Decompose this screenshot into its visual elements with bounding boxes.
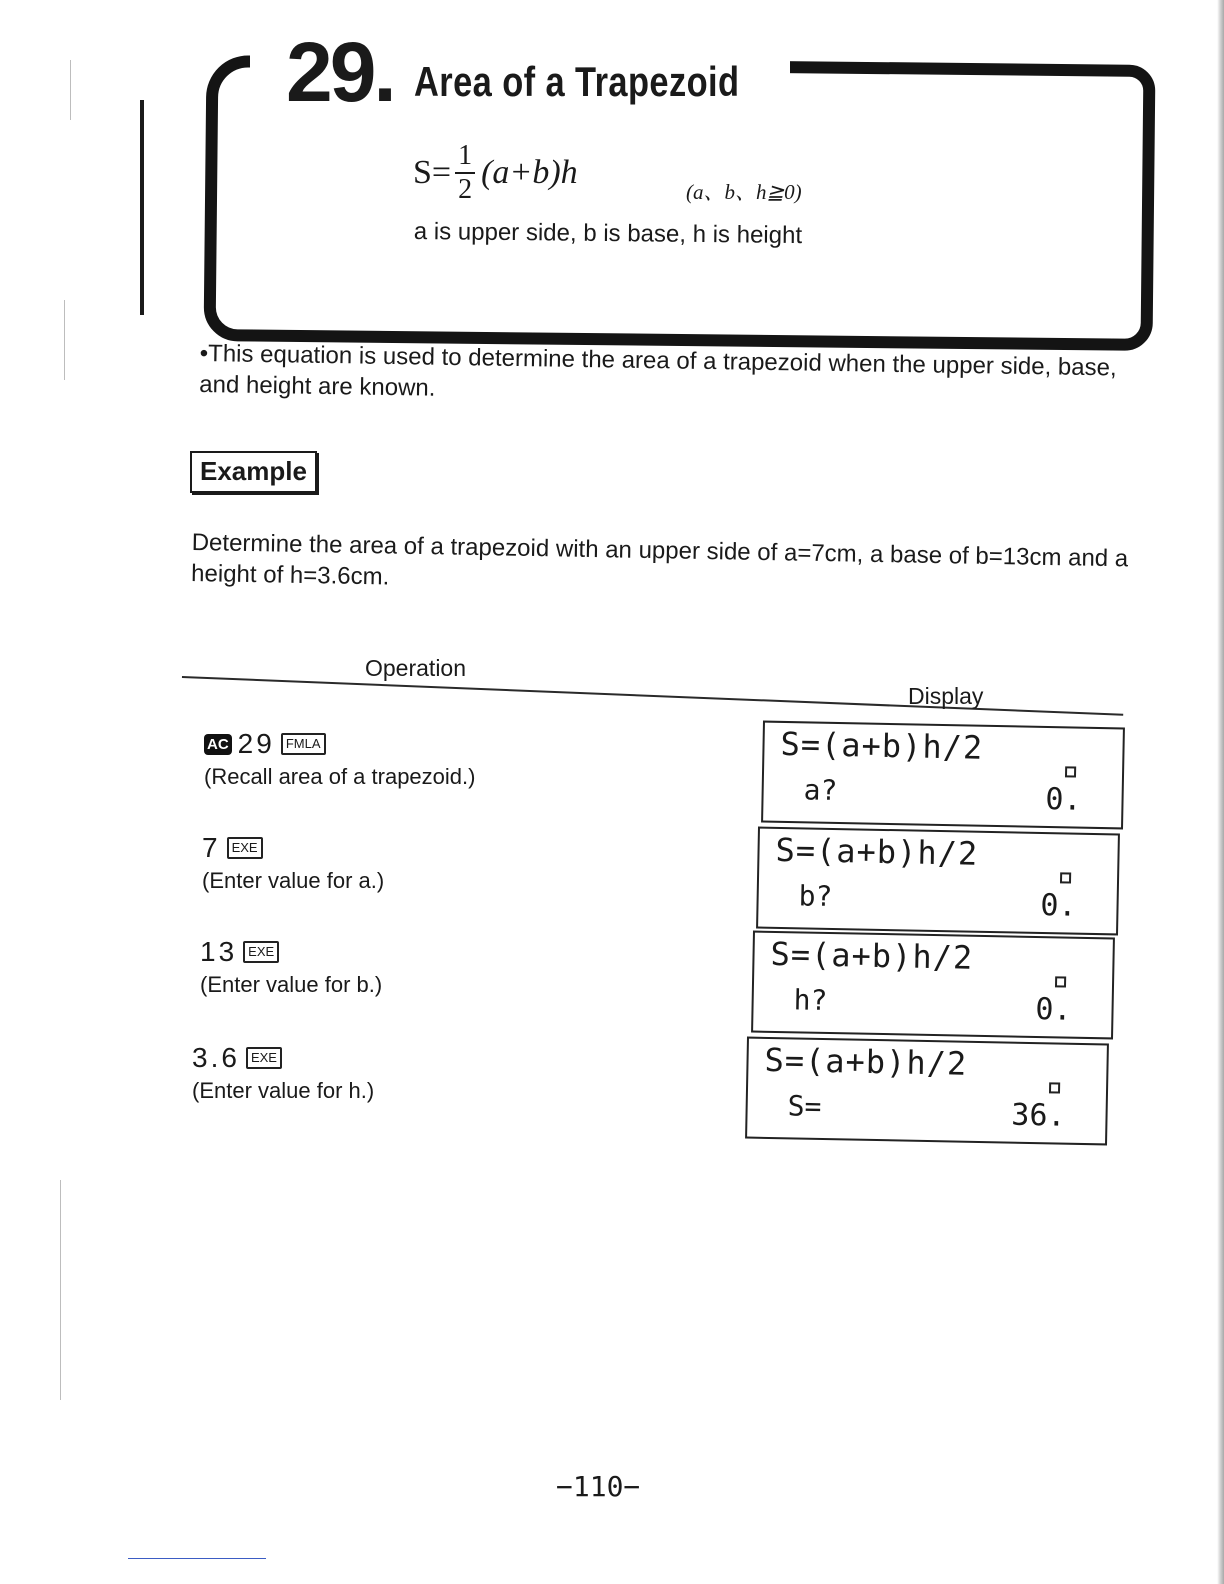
scan-artifact-line	[70, 60, 71, 120]
display-header: Display	[908, 683, 984, 709]
lcd-formula-line: S=(a+b)h/2	[780, 724, 984, 767]
lcd-indicator	[1060, 872, 1071, 883]
step-description: (Enter value for a.)	[202, 868, 385, 893]
example-label: Example	[190, 451, 317, 493]
lcd-prompt: b?	[798, 879, 833, 913]
operation-step	[200, 936, 382, 998]
step-description: (Recall area of a trapezoid.)	[204, 764, 476, 789]
scan-artifact-line	[60, 1180, 61, 1400]
lcd-prompt: h?	[793, 983, 828, 1017]
exe-key: EXE	[243, 941, 279, 963]
operation-step	[202, 832, 384, 894]
lcd-value: 36.	[1011, 1097, 1066, 1134]
binding-edge-mark	[140, 100, 144, 315]
lcd-prompt: S=	[787, 1089, 822, 1123]
exe-key: EXE	[246, 1047, 282, 1069]
exe-key: EXE	[227, 837, 263, 859]
lcd-indicator	[1065, 766, 1076, 777]
key-sequence	[204, 728, 475, 760]
key-sequence	[202, 832, 384, 864]
problem-statement: Determine the area of a trapezoid with an upper side of a=7cm, a base of b=13cm and a height of h=3.6cm.	[190, 528, 1129, 591]
formula-lhs: S=	[413, 154, 452, 191]
lcd-indicator	[1055, 976, 1066, 987]
ac-key: AC	[204, 734, 232, 755]
lcd-indicator	[1049, 1082, 1060, 1093]
operation-step	[192, 1042, 374, 1104]
section-number: 29.	[286, 25, 394, 119]
key-digits: 3.6	[192, 1042, 240, 1073]
step-description: (Enter value for h.)	[192, 1078, 375, 1103]
lcd-prompt: a?	[803, 773, 838, 807]
lcd-formula-line: S=(a+b)h/2	[764, 1040, 968, 1083]
fraction-denominator: 2	[458, 174, 473, 205]
intro-paragraph: •This equation is used to determine the area of a trapezoid when the upper side, base, and height are known.	[199, 339, 1117, 402]
lcd-formula-line: S=(a+b)h/2	[775, 830, 979, 873]
formula-rest: (a+b)h	[481, 154, 578, 191]
fraction-numerator: 1	[455, 142, 475, 174]
key-digits: 13	[200, 936, 238, 967]
formula-fraction	[455, 142, 475, 204]
variable-description: a is upper side, b is base, h is height	[413, 218, 803, 250]
step-description: (Enter value for b.)	[200, 972, 383, 997]
scan-artifact-line	[64, 300, 65, 380]
key-sequence	[200, 936, 382, 968]
lcd-display	[745, 1037, 1109, 1146]
formula-condition: (a、b、h≧0)	[686, 180, 802, 204]
page-number: −110−	[556, 1470, 641, 1503]
fmla-key: FMLA	[281, 733, 326, 755]
lcd-display	[756, 827, 1120, 936]
lcd-display	[761, 721, 1125, 830]
key-digits: 7	[202, 832, 221, 863]
key-sequence	[192, 1042, 374, 1074]
lcd-value: 0.	[1035, 991, 1072, 1028]
lcd-formula-line: S=(a+b)h/2	[770, 934, 974, 977]
operation-header: Operation	[365, 655, 467, 681]
lcd-value: 0.	[1040, 887, 1077, 924]
section-title: Area of a Trapezoid	[414, 58, 740, 105]
key-digits: 29	[237, 728, 275, 759]
lcd-display	[751, 931, 1115, 1040]
operation-step	[204, 728, 475, 790]
scan-artifact-blue-line	[128, 1558, 266, 1559]
formula	[413, 142, 578, 204]
lcd-value: 0.	[1045, 781, 1082, 818]
